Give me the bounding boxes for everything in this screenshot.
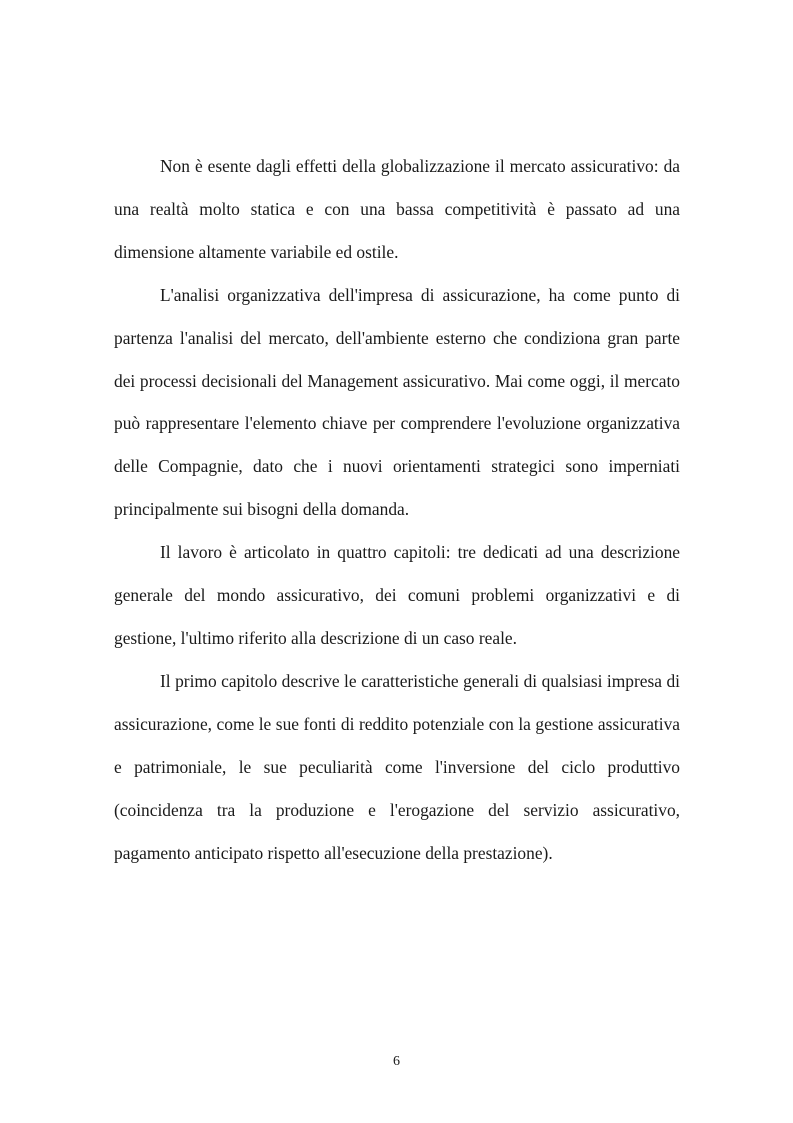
paragraph-primo-capitolo: Il primo capitolo descrive le caratteristiche generali di qualsiasi impresa di assicurazione, come le sue fonti di reddito potenziale con la gestione assicurativa e patrimoniale, le sue peculiarità come l'inversione del ciclo produttivo (coincidenza tra la produzione e l'erogazione del servizio assicurativo, pagamento anticipato rispetto all'esecuzione della prestazione). [114, 670, 680, 863]
paragraph-analisi-organizzativa: L'analisi organizzativa dell'impresa di assicurazione, ha come punto di partenza l'analisi del mercato, dell'ambiente esterno che condiziona gran parte dei processi decisionali del Management assicurativo. Mai come oggi, il mercato può rappresentare l'elemento chiave per comprendere l'evoluzione organizzativa delle Compagnie, dato che i nuovi orientamenti strategici sono imperniati principalmente sui bisogni della domanda. [114, 284, 680, 520]
paragraph-globalizzazione: Non è esente dagli effetti della globalizzazione il mercato assicurativo: da una realtà molto statica e con una bassa competitività è passato ad una dimensione altamente variabile ed ostile. [114, 156, 680, 262]
body-text [114, 145, 680, 874]
paragraph-struttura-lavoro: Il lavoro è articolato in quattro capitoli: tre dedicati ad una descrizione generale del mondo assicurativo, dei comuni problemi organizzativi e di gestione, l'ultimo riferito alla descrizione di un caso reale. [114, 542, 680, 648]
page-number: 6 [393, 1054, 400, 1069]
